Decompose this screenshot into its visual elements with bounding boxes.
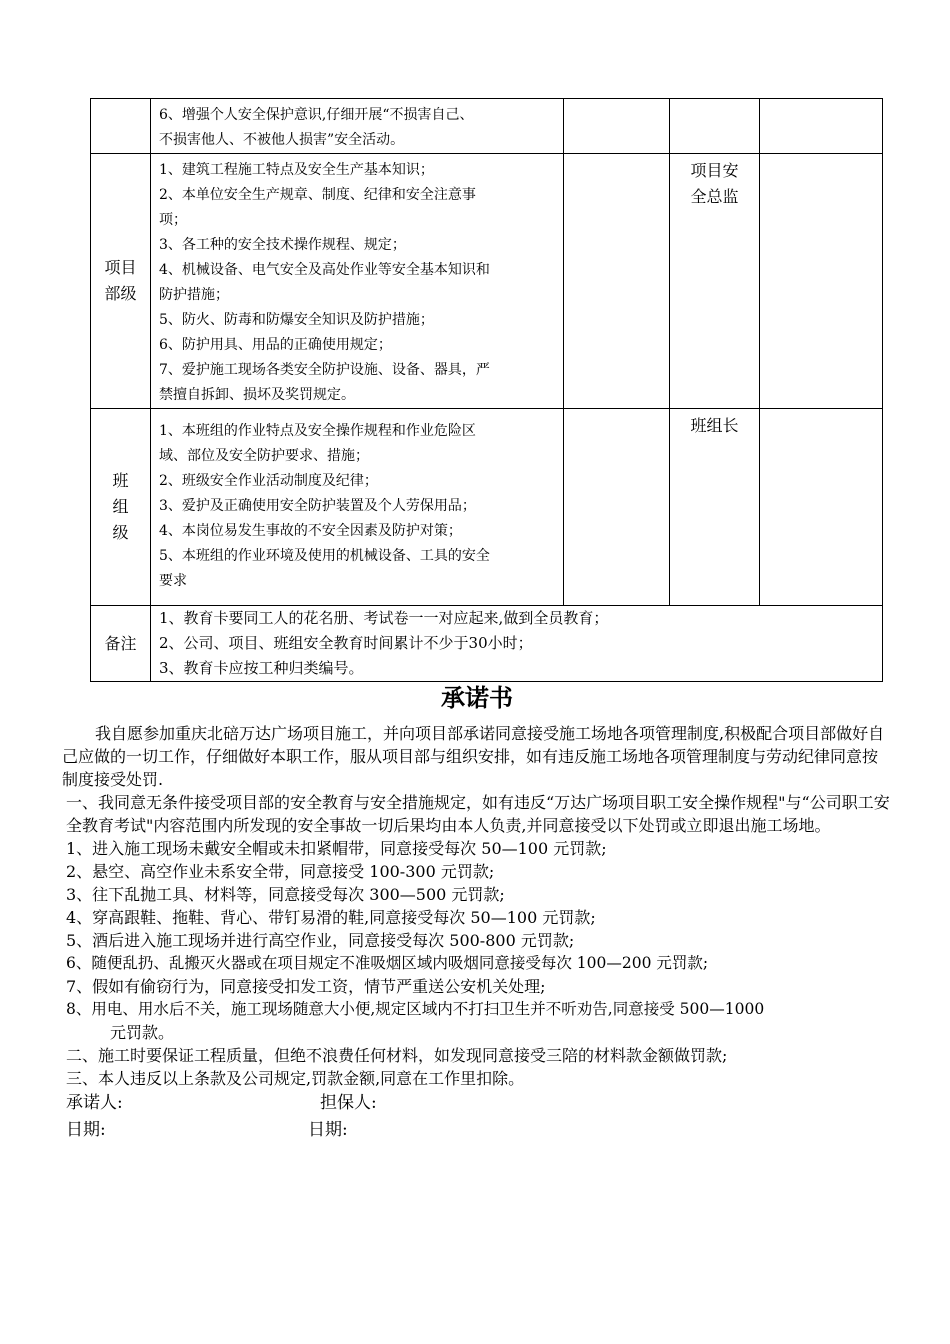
content-line: 域、部位及安全防护要求、措施； [159, 448, 369, 464]
content-line: 防护措施； [159, 287, 229, 303]
table-row [91, 99, 883, 154]
list-item: 8、用电、用水后不关，施工现场随意大小便,规定区域内不打扫卫生并不听劝告,同意接受 500—1000 [66, 1000, 765, 1018]
list-item: 1、进入施工现场未戴安全帽或未扣紧帽带，同意接受每次 50—100 元罚款; [66, 839, 607, 858]
list-item: 3、往下乱抛工具、材料等，同意接受每次 300—500 元罚款; [66, 885, 505, 904]
level-cell [91, 99, 151, 154]
content-line: 4、机械设备、电气安全及高处作业等安全基本知识和 [159, 262, 490, 278]
section-1: 一、我同意无条件接受项目部的安全教育与安全措施规定，如有违反“万达广场项目职工安全操作规程"与“公司职工安全教育考试"内容范围内所发现的安全事故一切后果均由本人负责,并同意接受以下处罚或立即退出施工场地。 [66, 793, 890, 835]
remark-label-cell [91, 606, 151, 682]
guarantor-date-label: 日期: [308, 1120, 348, 1140]
responsible-cell [670, 409, 760, 606]
table-row-team [91, 409, 883, 606]
blank-cell [760, 154, 883, 409]
level-cell-team [91, 409, 151, 606]
blank-cell [564, 99, 670, 154]
content-line: 1、本班组的作业特点及安全操作规程和作业危险区 [159, 423, 476, 439]
list-item: 7、假如有偷窃行为，同意接受扣发工资，情节严重送公安机关处理; [66, 977, 546, 996]
list-item: 4、穿高跟鞋、拖鞋、背心、带钉易滑的鞋,同意接受每次 50—100 元罚款; [66, 908, 596, 927]
remark-line: 1、教育卡要同工人的花名册、考试卷一一对应起来,做到全员教育； [159, 609, 609, 627]
content-line: 4、本岗位易发生事故的不安全因素及防护对策； [159, 523, 462, 539]
remark-content-cell [151, 606, 883, 682]
signature-row [62, 1090, 892, 1117]
remark-line: 3、教育卡应按工种归类编号。 [159, 659, 364, 677]
blank-cell [760, 99, 883, 154]
intro-paragraph: 我自愿参加重庆北碚万达广场项目施工，并向项目部承诺同意接受施工场地各项管理制度,积极配合项目部做好自己应做的一切工作，仔细做好本职工作，服从项目部与组织安排，如有违反施工场地各项管理制度与劳动纪律同意按制度接受处罚. [62, 724, 885, 789]
content-line: 5、本班组的作业环境及使用的机械设备、工具的安全 [159, 548, 490, 564]
content-line: 要求 [159, 573, 187, 589]
list-item: 6、随便乱扔、乱搬灭火器或在项目规定不准吸烟区域内吸烟同意接受每次 100—200 元罚款; [66, 954, 709, 972]
content-line: 禁擅自拆卸、损坏及奖罚规定。 [159, 387, 355, 403]
signer-date-label: 日期: [66, 1120, 106, 1140]
content-line: 项； [159, 212, 187, 228]
content-line: 3、各工种的安全技术操作规程、规定； [159, 237, 406, 253]
content-line: 2、本单位安全生产规章、制度、纪律和安全注意事 [159, 187, 476, 203]
content-cell [151, 154, 564, 409]
blank-cell [564, 154, 670, 409]
education-table [90, 98, 883, 682]
remark-label: 备注 [104, 633, 137, 653]
content-cell [151, 99, 564, 154]
remark-line: 2、公司、项目、班组安全教育时间累计不少于30小时； [159, 634, 533, 652]
responsible-cell [670, 99, 760, 154]
level-label: 项目 部级 [104, 258, 137, 303]
pledge-document [62, 682, 892, 1144]
page-title: 承诺书 [441, 683, 513, 712]
content-cell [151, 409, 564, 606]
level-label: 班 组 级 [112, 471, 129, 542]
blank-cell [564, 409, 670, 606]
list-item: 2、悬空、高空作业未系安全带，同意接受 100-300 元罚款; [66, 862, 495, 881]
content-line: 5、防火、防毒和防爆安全知识及防护措施； [159, 312, 434, 328]
section-3: 三、本人违反以上条款及公司规定,罚款金额,同意在工作里扣除。 [66, 1069, 525, 1088]
section-2: 二、施工时要保证工程质量，但绝不浪费任何材料，如发现同意接受三陪的材料款金额做罚款; [66, 1046, 728, 1065]
content-line: 2、班级安全作业活动制度及纪律； [159, 473, 378, 489]
guarantor-label: 担保人: [320, 1093, 377, 1113]
responsible-label: 班组长 [690, 416, 739, 435]
responsible-cell [670, 154, 760, 409]
content-line: 6、增强个人安全保护意识,仔细开展“不损害自己、 [159, 107, 474, 123]
content-line: 7、爱护施工现场各类安全防护设施、设备、器具，严 [159, 362, 490, 378]
content-line: 1、建筑工程施工特点及安全生产基本知识； [159, 162, 434, 178]
content-line: 3、爱护及正确使用安全防护装置及个人劳保用品； [159, 498, 476, 514]
signer-label: 承诺人: [66, 1093, 123, 1113]
table-row-project [91, 154, 883, 409]
date-row [62, 1117, 892, 1144]
blank-cell [760, 409, 883, 606]
level-cell-project [91, 154, 151, 409]
responsible-label: 项目安 全总监 [690, 161, 739, 206]
list-item-continuation: 元罚款。 [110, 1023, 175, 1042]
content-line: 6、防护用具、用品的正确使用规定； [159, 337, 392, 353]
content-line: 不损害他人、不被他人损害”安全活动。 [159, 132, 405, 148]
list-item: 5、酒后进入施工现场并进行高空作业，同意接受每次 500-800 元罚款; [66, 931, 575, 950]
table-row-remark [91, 606, 883, 682]
